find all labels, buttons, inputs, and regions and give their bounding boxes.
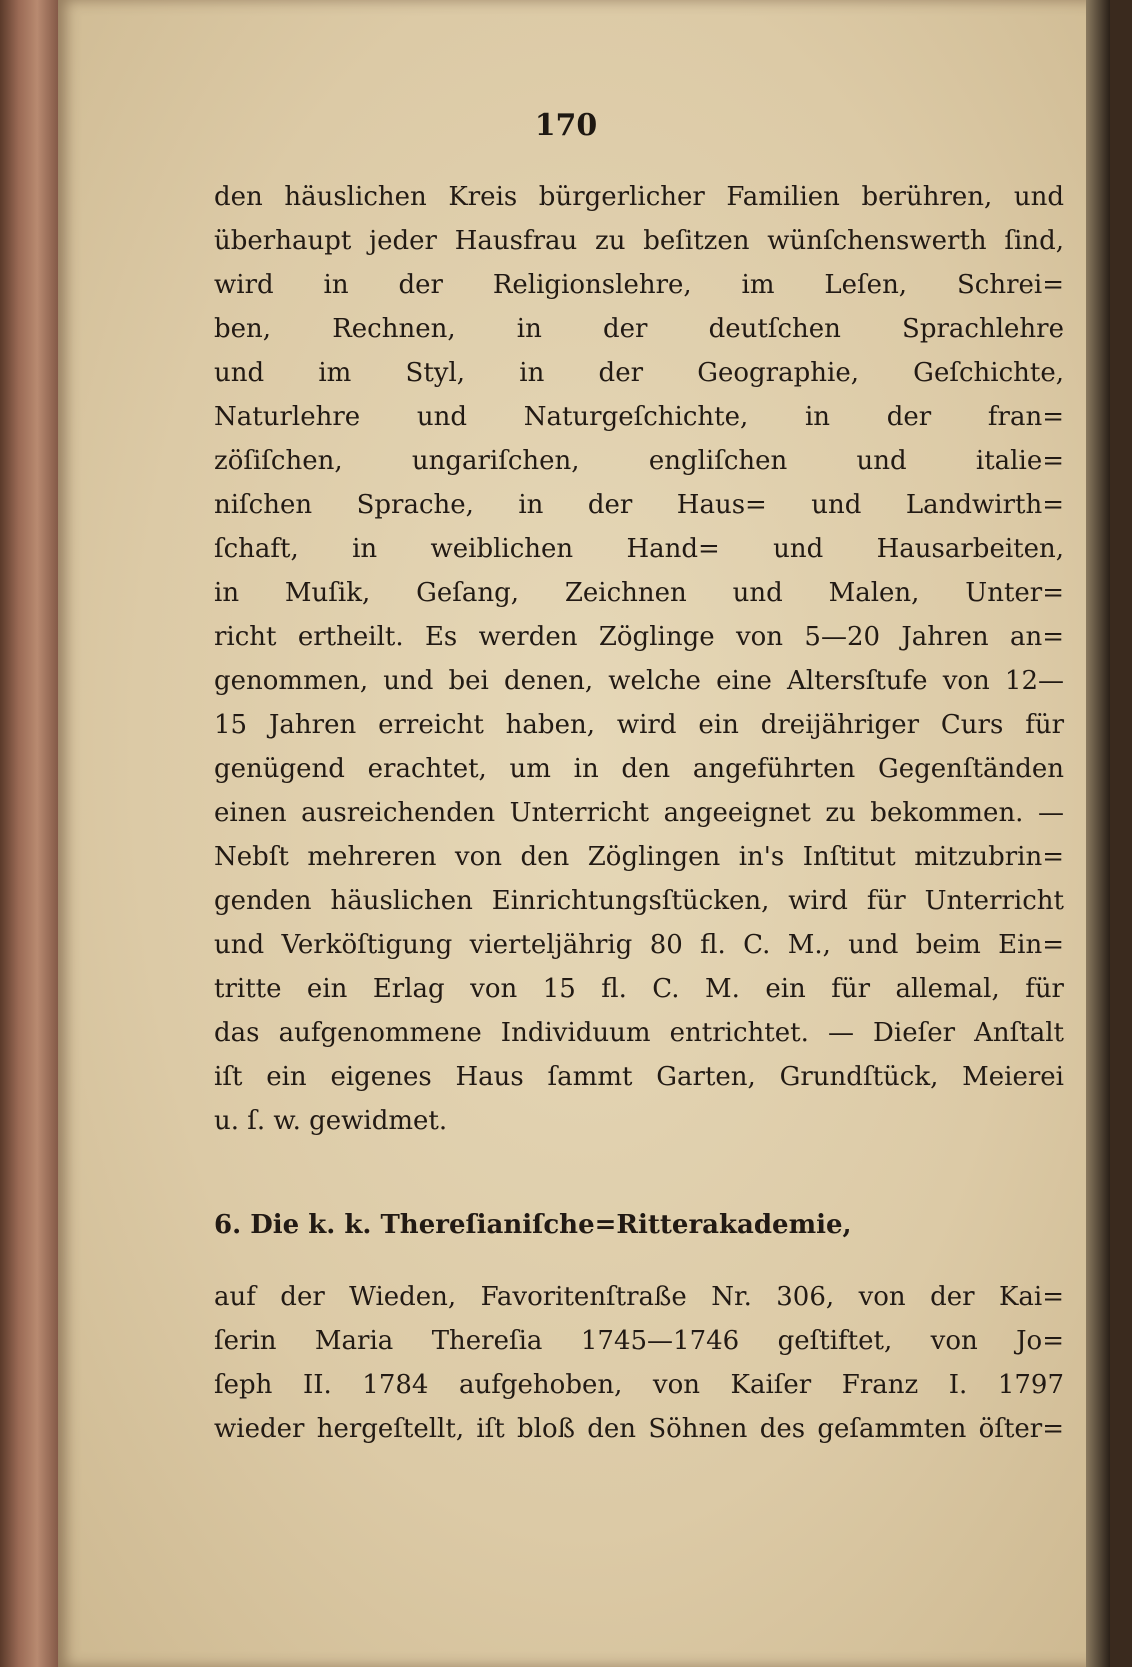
text-line: ſerin Maria Thereſia 1745—1746 geſtiftet, von Jo=	[214, 1326, 1064, 1356]
text-line: ſchaft, in weiblichen Hand= und Hausarbeiten,	[214, 534, 1064, 564]
text-line: ſeph II. 1784 aufgehoben, von Kaiſer Franz I. 1797	[214, 1370, 1064, 1400]
text-line: überhaupt jeder Hausfrau zu beſitzen wünſchenswerth ſind,	[214, 226, 1064, 256]
text-line: in Muſik, Geſang, Zeichnen und Malen, Unter=	[214, 578, 1064, 608]
text-line: u. ſ. w. gewidmet.	[214, 1106, 448, 1136]
text-line: zöſiſchen, ungariſchen, engliſchen und italie=	[214, 446, 1064, 476]
book-binding	[0, 0, 62, 1667]
section-heading: 6. Die k. k. Thereſianiſche=Ritterakademie,	[214, 1210, 852, 1240]
text-line: genden häuslichen Einrichtungsſtücken, wird für Unterricht	[214, 886, 1064, 916]
page-edge	[1086, 0, 1110, 1667]
text-line: einen ausreichenden Unterricht angeeignet zu bekommen. —	[214, 798, 1064, 828]
text-line: richt ertheilt. Es werden Zöglinge von 5—20 Jahren an=	[214, 622, 1064, 652]
text-line: Nebſt mehreren von den Zöglingen in's Inſtitut mitzubrin=	[214, 842, 1064, 872]
text-line: niſchen Sprache, in der Haus= und Landwirth=	[214, 490, 1064, 520]
text-line: 15 Jahren erreicht haben, wird ein dreijähriger Curs für	[214, 710, 1064, 740]
text-line: genommen, und bei denen, welche eine Altersſtufe von 12—	[214, 666, 1064, 696]
text-line: Naturlehre und Naturgeſchichte, in der fran=	[214, 402, 1064, 432]
text-line: ben, Rechnen, in der deutſchen Sprachlehre	[214, 314, 1064, 344]
text-line: und im Styl, in der Geographie, Geſchichte,	[214, 358, 1064, 388]
text-line: wieder hergeſtellt, iſt bloß den Söhnen des geſammten öſter=	[214, 1414, 1064, 1444]
text-line: genügend erachtet, um in den angeführten Gegenſtänden	[214, 754, 1064, 784]
text-line: auf der Wieden, Favoritenſtraße Nr. 306, von der Kai=	[214, 1282, 1064, 1312]
text-line: den häuslichen Kreis bürgerlicher Familien berühren, und	[214, 182, 1064, 212]
page-number: 170	[534, 108, 598, 143]
text-line: tritte ein Erlag von 15 fl. C. M. ein für allemal, für	[214, 974, 1064, 1004]
text-line: das aufgenommene Individuum entrichtet. — Dieſer Anſtalt	[214, 1018, 1064, 1048]
text-line: iſt ein eigenes Haus ſammt Garten, Grundſtück, Meierei	[214, 1062, 1064, 1092]
text-line: wird in der Religionslehre, im Leſen, Schrei=	[214, 270, 1064, 300]
text-line: und Verköſtigung vierteljährig 80 fl. C. M., und beim Ein=	[214, 930, 1064, 960]
